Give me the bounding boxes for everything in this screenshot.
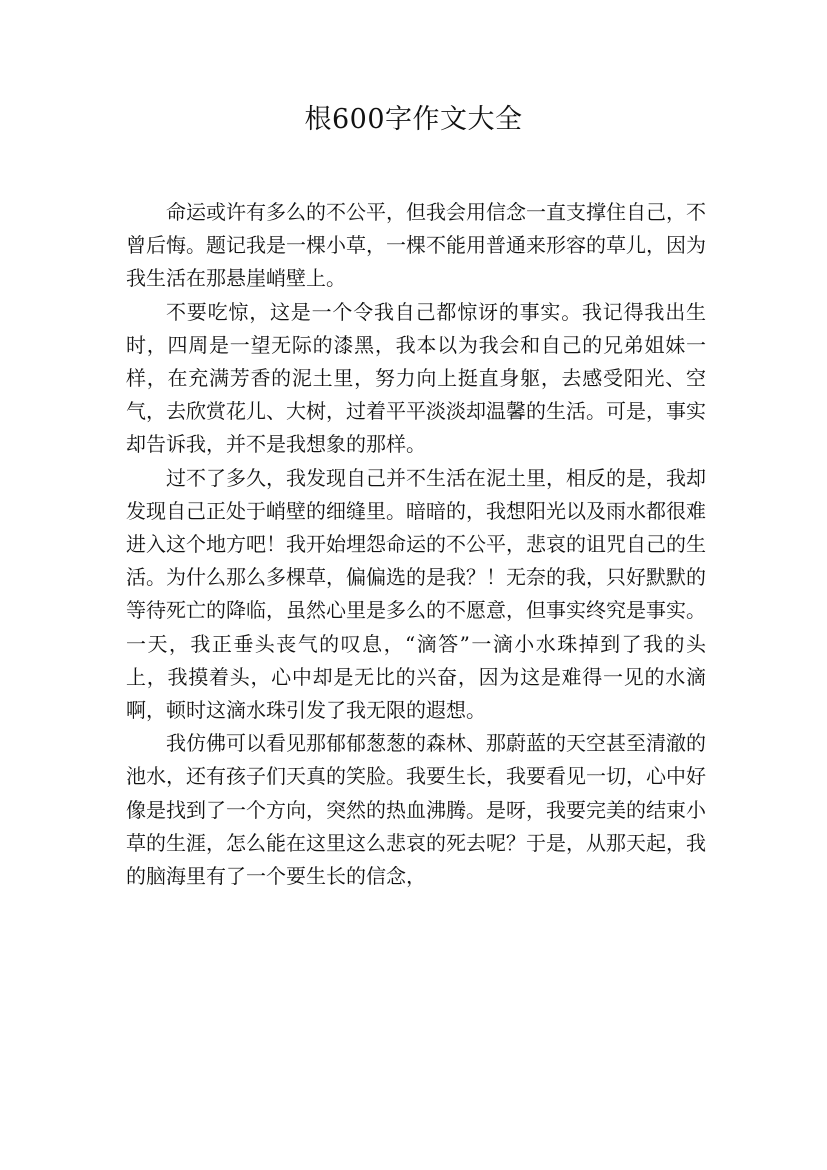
document-body [126,196,706,893]
paragraph: 命运或许有多么的不公平，但我会用信念一直支撑住自己，不曾后悔。题记我是一棵小草，一棵不能用普通来形容的草儿，因为我生活在那悬崖峭壁上。 [126,200,706,291]
paragraph: 不要吃惊，这是一个令我自己都惊讶的事实。我记得我出生时，四周是一望无际的漆黑，我本以为我会和自己的兄弟姐妹一样，在充满芳香的泥土里，努力向上挺直身躯，去感受阳光、空气，去欣赏花儿、大树，过着平平淡淡却温馨的生活。可是，事实却告诉我，并不是我想象的那样。 [126,299,706,457]
paragraph: 过不了多久，我发现自己并不生活在泥土里，相反的是，我却发现自己正处于峭壁的细缝里。暗暗的，我想阳光以及雨水都很难进入这个地方吧！我开始埋怨命运的不公平，悲哀的诅咒自己的生活。为什么那么多棵草，偏偏选的是我？！无奈的我，只好默默的等待死亡的降临，虽然心里是多么的不愿意，但事实终究是事实。一天，我正垂头丧气的叹息，“滴答”一滴小水珠掉到了我的头上，我摸着头，心中却是无比的兴奋，因为这是难得一见的水滴啊，顿时这滴水珠引发了我无限的遐想。 [126,465,706,723]
document-title: 根600字作文大全 [304,104,523,135]
paragraph: 我仿佛可以看见那郁郁葱葱的森林、那蔚蓝的天空甚至清澈的池水，还有孩子们天真的笑脸。我要生长，我要看见一切，心中好像是找到了一个方向，突然的热血沸腾。是呀，我要完美的结束小草的生涯，怎么能在这里这么悲哀的死去呢？于是，从那天起，我的脑海里有了一个要生长的信念， [126,731,706,889]
